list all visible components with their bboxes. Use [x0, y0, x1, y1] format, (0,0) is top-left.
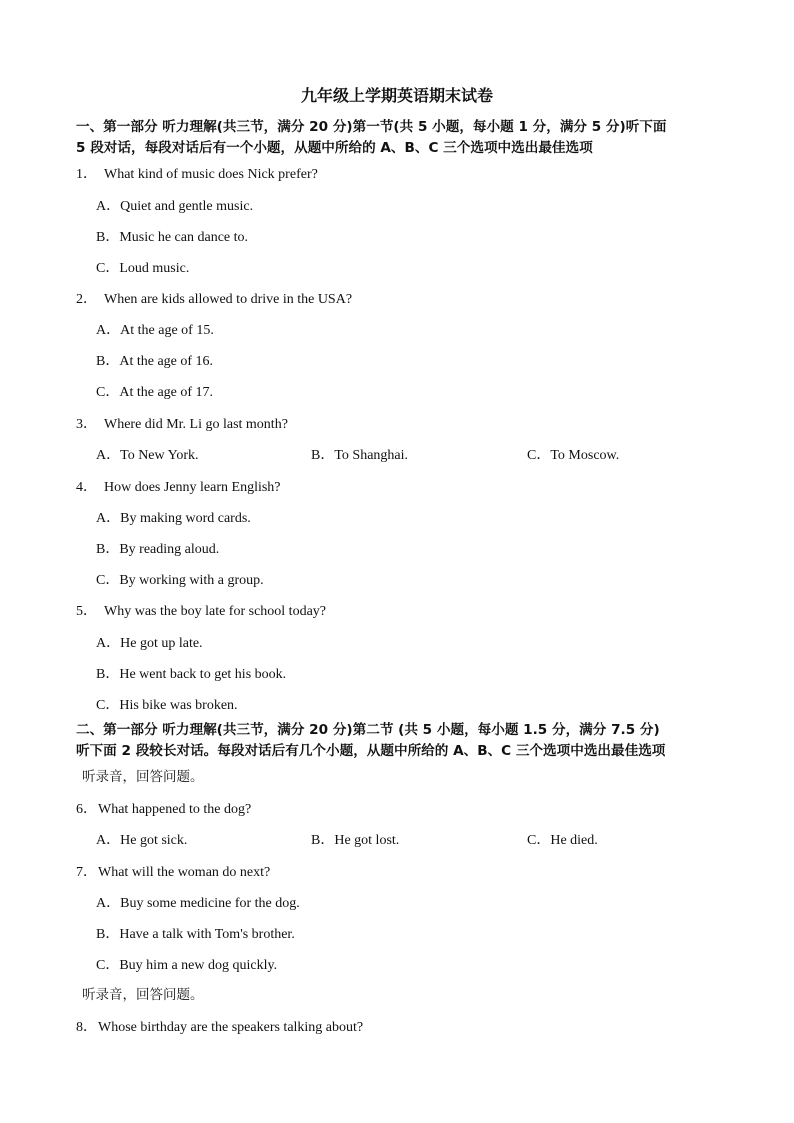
- option-text: At the age of 15.: [120, 323, 214, 338]
- q6-option-c: [527, 832, 598, 850]
- q7-option-c: [96, 957, 277, 975]
- page-title: 九年级上学期英语期末试卷: [300, 86, 493, 105]
- option-text: He got up late.: [120, 636, 203, 651]
- q2-option-a: [96, 322, 214, 340]
- q3-option-b: [311, 447, 408, 465]
- option-letter: B．: [96, 230, 120, 245]
- option-letter: B．: [96, 667, 120, 682]
- question-7: [76, 864, 270, 882]
- q2-option-b: [96, 353, 213, 371]
- question-number: 5．: [76, 604, 97, 619]
- option-text: At the age of 17.: [119, 385, 214, 400]
- option-text: Buy some medicine for the dog.: [120, 896, 300, 911]
- listen-note: 听录音，回答问题。: [82, 987, 204, 1003]
- option-text: By making word cards.: [120, 511, 251, 526]
- section-2-heading-line-2: 听下面 2 段较长对话。每段对话后有几个小题，从题中所给的 A、B、C 三个选项中选出最佳选项: [76, 743, 666, 759]
- option-text: He got sick.: [120, 833, 188, 848]
- option-letter: B．: [96, 927, 120, 942]
- question-4: [76, 479, 281, 497]
- q6-option-a: [96, 832, 187, 850]
- q7-option-a: [96, 895, 300, 913]
- q5-option-a: [96, 635, 203, 653]
- option-text: He died.: [550, 833, 598, 848]
- option-text: By reading aloud.: [119, 542, 220, 557]
- option-text: By working with a group.: [119, 573, 264, 588]
- question-8: [76, 1019, 363, 1037]
- question-number: 3．: [76, 417, 97, 432]
- option-text: He went back to get his book.: [119, 667, 287, 682]
- option-letter: B．: [311, 833, 335, 848]
- q3-option-a: [96, 447, 199, 465]
- q6-option-b: [311, 832, 399, 850]
- option-text: To Moscow.: [550, 448, 620, 463]
- option-text: Quiet and gentle music.: [120, 199, 254, 214]
- question-number: 1．: [76, 167, 97, 182]
- question-text: How does Jenny learn English?: [104, 480, 281, 495]
- question-text: Why was the boy late for school today?: [104, 604, 326, 619]
- q4-option-c: [96, 572, 264, 590]
- question-text: What will the woman do next?: [98, 865, 271, 880]
- question-text: When are kids allowed to drive in the USA?: [104, 292, 353, 307]
- option-letter: A．: [96, 896, 121, 911]
- question-text: What kind of music does Nick prefer?: [104, 167, 318, 182]
- option-letter: B．: [96, 542, 120, 557]
- option-text: He got lost.: [334, 833, 400, 848]
- option-letter: A．: [96, 511, 121, 526]
- question-number: 7．: [76, 865, 97, 880]
- option-letter: A．: [96, 636, 121, 651]
- listen-note: 听录音，回答问题。: [82, 769, 204, 785]
- option-text: Music he can dance to.: [119, 230, 249, 245]
- option-letter: B．: [96, 354, 120, 369]
- option-text: To Shanghai.: [334, 448, 409, 463]
- question-3: [76, 416, 288, 434]
- option-letter: A．: [96, 199, 121, 214]
- option-letter: C．: [96, 261, 120, 276]
- section-1-heading-line-1: 一、第一部分 听力理解(共三节，满分 20 分)第一节(共 5 小题，每小题 1 分，满分 5 分)听下面: [76, 119, 667, 135]
- option-text: Loud music.: [119, 261, 190, 276]
- option-letter: C．: [96, 698, 120, 713]
- question-number: 8．: [76, 1020, 97, 1035]
- section-1-heading-line-2: 5 段对话，每段对话后有一个小题，从题中所给的 A、B、C 三个选项中选出最佳选项: [76, 140, 593, 156]
- option-letter: B．: [311, 448, 335, 463]
- question-2: [76, 291, 352, 309]
- option-letter: C．: [96, 958, 120, 973]
- option-letter: A．: [96, 323, 121, 338]
- q1-option-c: [96, 260, 189, 278]
- section-2-heading-line-1: 二、第一部分 听力理解(共三节，满分 20 分)第二节 (共 5 小题，每小题 1.5 分，满分 7.5 分): [76, 722, 660, 738]
- q5-option-c: [96, 697, 238, 715]
- q7-option-b: [96, 926, 295, 944]
- q2-option-c: [96, 384, 213, 402]
- q3-option-c: [527, 447, 619, 465]
- question-text: Whose birthday are the speakers talking about?: [98, 1020, 364, 1035]
- option-text: At the age of 16.: [119, 354, 214, 369]
- option-text: To New York.: [120, 448, 199, 463]
- q1-option-b: [96, 229, 248, 247]
- question-6: [76, 801, 251, 819]
- option-letter: C．: [527, 448, 551, 463]
- question-text: What happened to the dog?: [98, 802, 252, 817]
- question-5: [76, 603, 326, 621]
- q5-option-b: [96, 666, 286, 684]
- question-number: 2．: [76, 292, 97, 307]
- question-number: 6．: [76, 802, 97, 817]
- option-text: Buy him a new dog quickly.: [119, 958, 278, 973]
- question-number: 4．: [76, 480, 97, 495]
- option-letter: C．: [96, 573, 120, 588]
- option-letter: A．: [96, 833, 121, 848]
- option-letter: C．: [96, 385, 120, 400]
- q4-option-b: [96, 541, 219, 559]
- option-letter: C．: [527, 833, 551, 848]
- question-text: Where did Mr. Li go last month?: [104, 417, 288, 432]
- option-letter: A．: [96, 448, 121, 463]
- option-text: His bike was broken.: [119, 698, 238, 713]
- q1-option-a: [96, 198, 253, 216]
- option-text: Have a talk with Tom's brother.: [119, 927, 295, 942]
- q4-option-a: [96, 510, 251, 528]
- question-1: [76, 166, 318, 184]
